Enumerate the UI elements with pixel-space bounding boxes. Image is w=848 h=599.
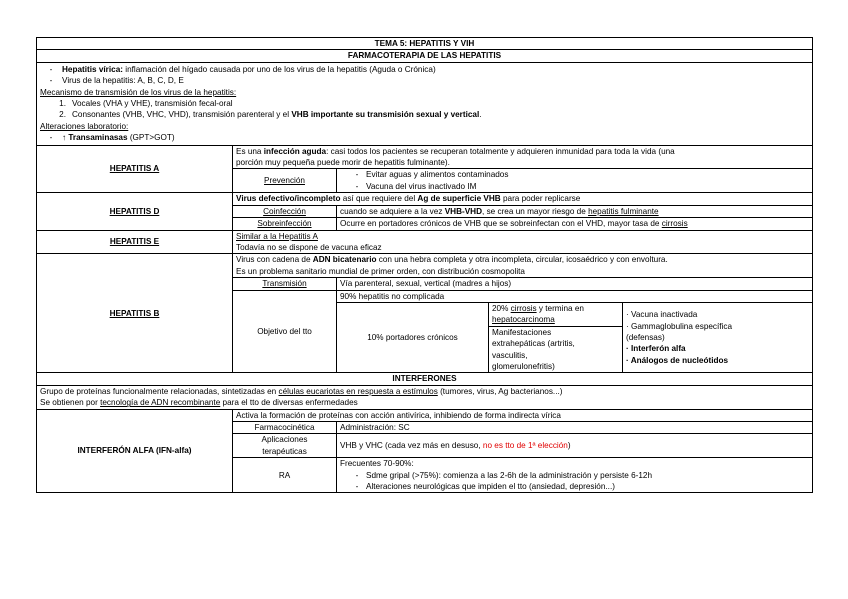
interferon-alfa-applications-label: Aplicaciones terapéuticas [233,434,337,458]
interferon-alfa-applications-value: VHB y VHC (cada vez más en desuso, no es tto de 1ª elección) [337,434,813,458]
main-table [36,37,813,493]
interferon-alfa-label: INTERFERÓN ALFA (IFN-alfa) [37,409,233,493]
hepatitis-e-label: HEPATITIS E [37,230,233,254]
hepatitis-b-chronic-carriers: 10% portadores crónicos [337,302,489,372]
interferon-alfa-description: Activa la formación de proteínas con acción antivírica, inhibiendo de forma indirecta vírica [233,409,813,421]
section-heading-farmacoterapia: FARMACOTERAPIA DE LAS HEPATITIS [37,50,813,62]
hepatitis-b-objective-label: Objetivo del tto [233,290,337,373]
interferon-alfa-pk-value: Administración: SC [337,422,813,434]
hepatitis-d-superinfection-label: Sobreinfección [233,218,337,230]
hepatitis-b-transmission-text: Vía parenteral, sexual, vertical (madres a hijos) [337,278,813,290]
intro-block [37,62,813,145]
document-title: TEMA 5: HEPATITIS Y VIH [37,38,813,50]
interferon-alfa-ra-list: Frecuentes 70-90%: - Sdme gripal (>75%): comienza a las 2-6h de la administración y persiste 6-12h - Alteraciones neurológicas que impiden el tto (ansiedad, depresión...) [337,458,813,493]
hepatitis-d-description: Virus defectivo/incompleto así que requiere del Ag de superficie VHB para poder replicarse [233,193,813,205]
hepatitis-b-treatment-list: · Vacuna inactivada · Gammaglobulina específica (defensas) · Interferón alfa · Análogos de nucleótidos [623,302,813,372]
hepatitis-b-label: HEPATITIS B [37,254,233,373]
hepatitis-e-text: Similar a la Hepatitis A Todavía no se dispone de vacuna eficaz [233,230,813,254]
interferones-intro: Grupo de proteínas funcionalmente relacionadas, sintetizadas en células eucariotas en respuesta a estímulos (tumores, virus, Ag bacterianos...) Se obtienen por tecnología de ADN recombinante para el tto de diversas enfermedades [37,385,813,409]
section-heading-interferones: INTERFERONES [37,373,813,385]
hepatitis-d-label: HEPATITIS D [37,193,233,230]
document-sheet [36,37,812,493]
mechanism-title: Mecanismo de transmisión de los virus de la hepatitis: [40,87,237,97]
hepatitis-b-cirrhosis: 20% cirrosis y termina en hepatocarcinoma [489,302,623,326]
mechanism-item-1: 1. Vocales (VHA y VHE), transmisión fecal-oral [59,99,233,109]
lab-title: Alteraciones laboratorio: [40,121,129,131]
up-arrow-icon: ↑ [62,133,67,143]
hepatitis-b-description: Virus con cadena de ADN bicatenario con una hebra completa y otra incompleta, circular, icosaédrico y con envoltura. Es un problema sanitario mundial de primer orden, con distribución cosmopolita [233,254,813,278]
hepatitis-d-coinfection-label: Coinfección [233,205,337,217]
hepatitis-b-transmission-label: Transmisión [233,278,337,290]
lab-item: - ↑ Transaminasas (GPT>GOT) [49,133,175,143]
hepatitis-a-description: Es una infección aguda: casi todos los pacientes se recuperan totalmente y adquieren inmunidad para toda la vida (una porción muy pequeña puede morir de hepatitis fulminante). [233,145,813,169]
intro-viral-line: - Hepatitis vírica: inflamación del hígado causada por uno de los virus de la hepatitis (Aguda o Crónica) [49,64,436,74]
hepatitis-d-coinfection-text: cuando se adquiere a la vez VHB-VHD, se crea un mayor riesgo de hepatitis fulminante [337,205,813,217]
interferon-alfa-ra-label: RA [233,458,337,493]
hepatitis-a-prevention-list: - Evitar aguas y alimentos contaminados - Vacuna del virus inactivado IM [337,169,813,193]
hepatitis-b-extrahepatic: Manifestaciones extrahepáticas (artritis, vasculitis, glomerulonefritis) [489,326,623,373]
mechanism-item-2: 2. Consonantes (VHB, VHC, VHD), transmisión parenteral y el VHB importante su transmisión sexual y vertical. [59,110,482,120]
hepatitis-a-prevention-label: Prevención [233,169,337,193]
intro-viruses-line: - Virus de la hepatitis: A, B, C, D, E [49,76,184,86]
hepatitis-a-label: HEPATITIS A [37,145,233,193]
interferon-alfa-pk-label: Farmacocinética [233,422,337,434]
hepatitis-b-uncomplicated: 90% hepatitis no complicada [337,290,813,302]
hepatitis-d-superinfection-text: Ocurre en portadores crónicos de VHB que se sobreinfectan con el VHD, mayor tasa de cirrosis [337,218,813,230]
